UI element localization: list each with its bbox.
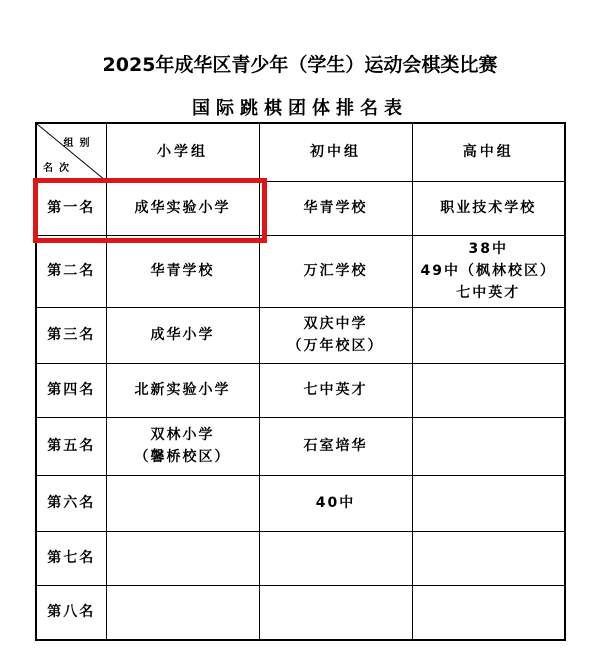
school-cell-middle — [259, 585, 412, 640]
rank-label: 第六名 — [36, 475, 106, 531]
school-cell-primary — [106, 531, 259, 585]
school-name: 双林小学 — [150, 427, 215, 443]
school-name: 华青学校 — [303, 200, 368, 216]
school-name: 成华小学 — [150, 327, 215, 343]
group-header-high: 高中组 — [412, 123, 565, 181]
document-title: 2025年成华区青少年（学生）运动会棋类比赛 — [102, 54, 498, 76]
school-name: （馨桥校区） — [134, 449, 231, 465]
rank-label: 第八名 — [36, 585, 106, 640]
school-cell-middle — [259, 363, 412, 417]
school-cell-high — [412, 585, 565, 640]
table-row — [36, 307, 565, 363]
rank-label: 第一名 — [36, 181, 106, 235]
school-cell-high — [412, 181, 565, 235]
school-name: （万年校区） — [287, 338, 384, 354]
school-cell-primary — [106, 585, 259, 640]
school-name: 北新实验小学 — [134, 382, 231, 398]
table-row — [36, 235, 565, 307]
school-name: 40中 — [315, 495, 356, 511]
school-cell-middle — [259, 417, 412, 475]
group-header-middle: 初中组 — [259, 123, 412, 181]
school-cell-high — [412, 475, 565, 531]
school-name: 38中 — [468, 241, 508, 257]
school-name: 49中（枫林校区） — [420, 263, 556, 279]
corner-header — [36, 123, 106, 181]
school-cell-high — [412, 235, 565, 307]
table-row — [36, 417, 565, 475]
school-cell-primary — [106, 417, 259, 475]
table-row — [36, 363, 565, 417]
school-cell-primary — [106, 363, 259, 417]
school-cell-middle — [259, 475, 412, 531]
ranking-table — [35, 122, 566, 641]
school-name: 华青学校 — [150, 263, 215, 279]
school-cell-high — [412, 531, 565, 585]
table-row — [36, 475, 565, 531]
school-cell-middle — [259, 235, 412, 307]
table-row — [36, 181, 565, 235]
rank-label: 第三名 — [36, 307, 106, 363]
school-name: 双庆中学 — [303, 316, 368, 332]
school-name: 石室培华 — [303, 438, 368, 454]
school-cell-high — [412, 417, 565, 475]
school-cell-middle — [259, 531, 412, 585]
school-name: 万汇学校 — [303, 263, 368, 279]
school-cell-middle — [259, 181, 412, 235]
table-row — [36, 585, 565, 640]
school-cell-primary — [106, 235, 259, 307]
rank-label: 第四名 — [36, 363, 106, 417]
corner-group-label: 组别 — [63, 138, 96, 149]
table-row — [36, 531, 565, 585]
school-cell-high — [412, 363, 565, 417]
group-header-primary: 小学组 — [106, 123, 259, 181]
school-cell-primary — [106, 181, 259, 235]
school-name: 成华实验小学 — [134, 200, 231, 216]
rank-label: 第二名 — [36, 235, 106, 307]
school-name: 七中英才 — [303, 382, 368, 398]
rank-label: 第七名 — [36, 531, 106, 585]
header-row — [36, 123, 565, 181]
table-title: 国际跳棋团体排名表 — [192, 98, 408, 119]
corner-rank-label: 名次 — [43, 162, 75, 174]
school-name: 七中英才 — [456, 285, 521, 301]
rank-label: 第五名 — [36, 417, 106, 475]
school-cell-primary — [106, 475, 259, 531]
school-cell-primary — [106, 307, 259, 363]
school-cell-middle — [259, 307, 412, 363]
school-name: 职业技术学校 — [440, 200, 537, 216]
school-cell-high — [412, 307, 565, 363]
